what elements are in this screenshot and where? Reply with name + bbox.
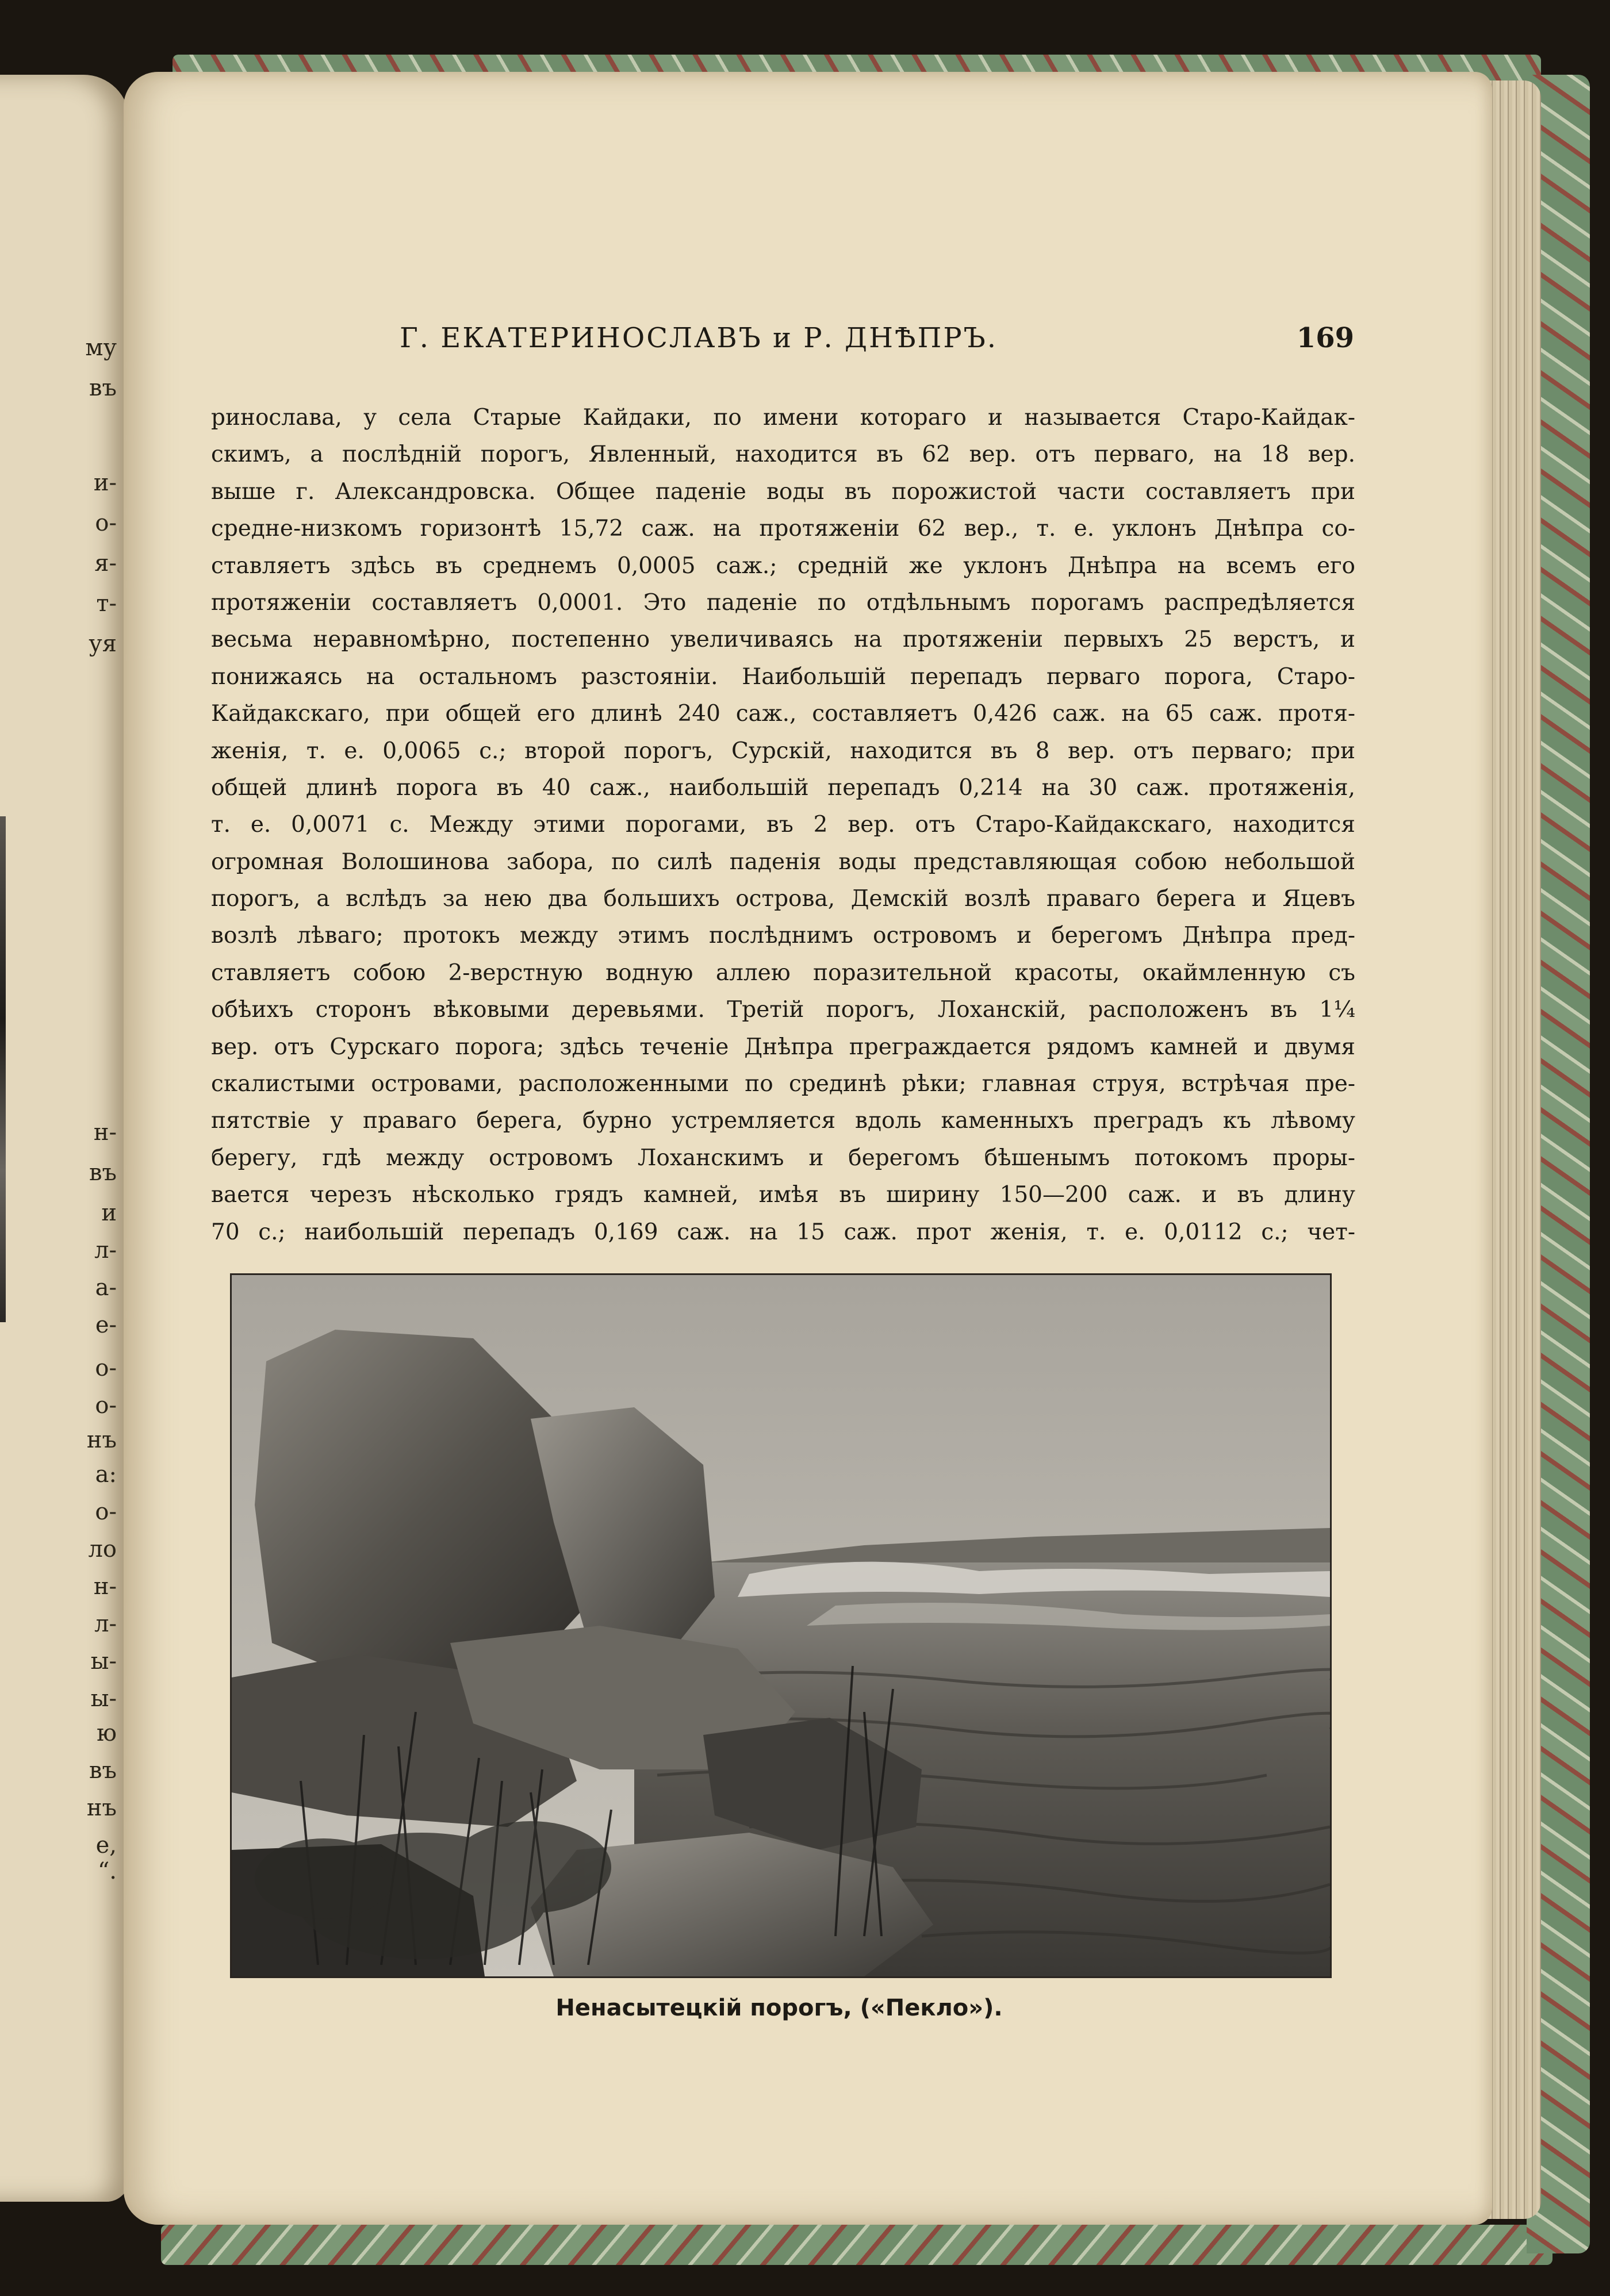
left-page-text-fragment: н- xyxy=(93,1119,117,1146)
book-page xyxy=(124,72,1492,2225)
body-text xyxy=(211,400,1355,1251)
rapids-photograph xyxy=(230,1273,1332,1978)
left-page-text-fragment: а- xyxy=(95,1274,117,1301)
left-page-text-fragment: и- xyxy=(93,470,117,496)
left-facing-page xyxy=(0,75,129,2202)
text-line: ставляетъ собою 2-верстную водную аллею поразительной красоты, окаймленную съ xyxy=(211,959,1355,986)
text-line: вается черезъ нѣсколько грядъ камней, имѣя въ ширину 150—200 саж. и въ длину xyxy=(211,1182,1355,1208)
left-page-text-fragment: въ xyxy=(89,1159,117,1186)
left-page-text-fragment: о- xyxy=(95,1392,117,1419)
text-line: средне-низкомъ горизонтѣ 15,72 саж. на протяженіи 62 вер., т. е. уклонъ Днѣпра со- xyxy=(211,516,1355,542)
text-line: скимъ, а послѣдній порогъ, Явленный, находится въ 62 вер. отъ перваго, на 18 вер. xyxy=(211,441,1355,468)
text-line: 70 с.; наибольшій перепадъ 0,169 саж. на 15 саж. прот женія, т. е. 0,0112 с.; чет- xyxy=(211,1219,1355,1245)
text-line: общей длинѣ порога въ 40 саж., наибольшій перепадъ 0,214 на 30 саж. протяженія, xyxy=(211,774,1355,801)
figure-caption: Ненасытецкій порогъ, («Пекло»). xyxy=(555,1995,1003,2021)
left-page-text-fragment: нъ xyxy=(86,1795,117,1821)
left-page-text-fragment: нъ xyxy=(86,1427,117,1453)
text-line: ставляетъ здѣсь въ среднемъ 0,0005 саж.; средній же уклонъ Днѣпра на всемъ его xyxy=(211,552,1355,579)
text-line: Кайдакскаго, при общей его длинѣ 240 саж., составляетъ 0,426 саж. на 65 саж. протя- xyxy=(211,701,1355,727)
left-page-photo-edge xyxy=(0,816,6,1322)
left-page-text-fragment: уя xyxy=(89,631,117,657)
left-page-text-fragment: о- xyxy=(95,510,117,536)
text-line: возлѣ лѣваго; протокъ между этимъ послѣднимъ островомъ и берегомъ Днѣпра пред- xyxy=(211,923,1355,949)
text-line: женія, т. е. 0,0065 с.; второй порогъ, Сурскій, находится въ 8 вер. отъ перваго; при xyxy=(211,738,1355,764)
text-line: ринослава, у села Старые Кайдаки, по имени котораго и называется Старо-Кайдак- xyxy=(211,405,1355,431)
left-page-text-fragment: ло xyxy=(88,1536,117,1562)
text-line: обѣихъ сторонъ вѣковыми деревьями. Третій порогъ, Лоханскій, расположенъ въ 1¼ xyxy=(211,997,1355,1023)
running-head xyxy=(124,322,1492,356)
left-page-text-fragment: ю xyxy=(97,1720,117,1746)
left-page-text-fragment: въ xyxy=(89,1757,117,1784)
text-line: скалистыми островами, расположенными по срединѣ рѣки; главная струя, встрѣчая пре- xyxy=(211,1071,1355,1097)
left-page-text-fragment: е, xyxy=(95,1832,117,1859)
text-line: берегу, гдѣ между островомъ Лоханскимъ и берегомъ бѣшенымъ потокомъ проры- xyxy=(211,1145,1355,1171)
left-page-text-fragment: л- xyxy=(94,1611,117,1637)
left-page-text-fragment: му xyxy=(85,335,117,361)
left-page-text-fragment: т- xyxy=(96,590,117,617)
book-cover-bottom-edge xyxy=(161,2225,1552,2265)
page-number: 169 xyxy=(1296,322,1354,354)
left-page-text-fragment: а: xyxy=(95,1461,117,1488)
text-line: огромная Волошинова забора, по силѣ паденія воды представляющая собою небольшой xyxy=(211,848,1355,875)
text-line: т. е. 0,0071 с. Между этими порогами, въ 2 вер. отъ Старо-Кайдакскаго, находится xyxy=(211,812,1355,838)
left-page-text-fragment: и xyxy=(101,1200,117,1226)
text-line: пятствіе у праваго берега, бурно устремляется вдоль каменныхъ преградъ къ лѣвому xyxy=(211,1108,1355,1134)
text-line: порогъ, а вслѣдъ за нею два большихъ острова, Демскій возлѣ праваго берега и Яцевъ xyxy=(211,886,1355,912)
left-page-text-fragment: я- xyxy=(94,550,117,577)
text-line: весьма неравномѣрно, постепенно увеличиваясь на протяженіи первыхъ 25 верстъ, и xyxy=(211,627,1355,653)
left-page-text-fragment: ы- xyxy=(90,1685,117,1712)
left-page-text-fragment: н- xyxy=(93,1573,117,1600)
text-line: выше г. Александровска. Общее паденіе воды въ порожистой части составляетъ при xyxy=(211,478,1355,505)
left-page-text-fragment: ы- xyxy=(90,1648,117,1675)
text-line: вер. отъ Сурскаго порога; здѣсь теченіе Днѣпра преграждается рядомъ камней и двумя xyxy=(211,1034,1355,1060)
left-page-text-fragment: въ xyxy=(89,375,117,401)
left-page-text-fragment: о- xyxy=(95,1499,117,1525)
left-page-text-fragment: о- xyxy=(95,1355,117,1381)
text-line: протяженіи составляетъ 0,0001. Это паденіе по отдѣльнымъ порогамъ распредѣляется xyxy=(211,589,1355,616)
left-page-text-fragment: “. xyxy=(97,1858,117,1884)
left-page-text-fragment: е- xyxy=(95,1312,117,1338)
text-line: понижаясь на остальномъ разстояніи. Наибольшій перепадъ перваго порога, Старо- xyxy=(211,663,1355,690)
running-title: Г. ЕКАТЕРИНОСЛАВЪ и Р. ДНѢПРЪ. xyxy=(399,322,998,354)
left-page-text-fragment: л- xyxy=(94,1237,117,1264)
